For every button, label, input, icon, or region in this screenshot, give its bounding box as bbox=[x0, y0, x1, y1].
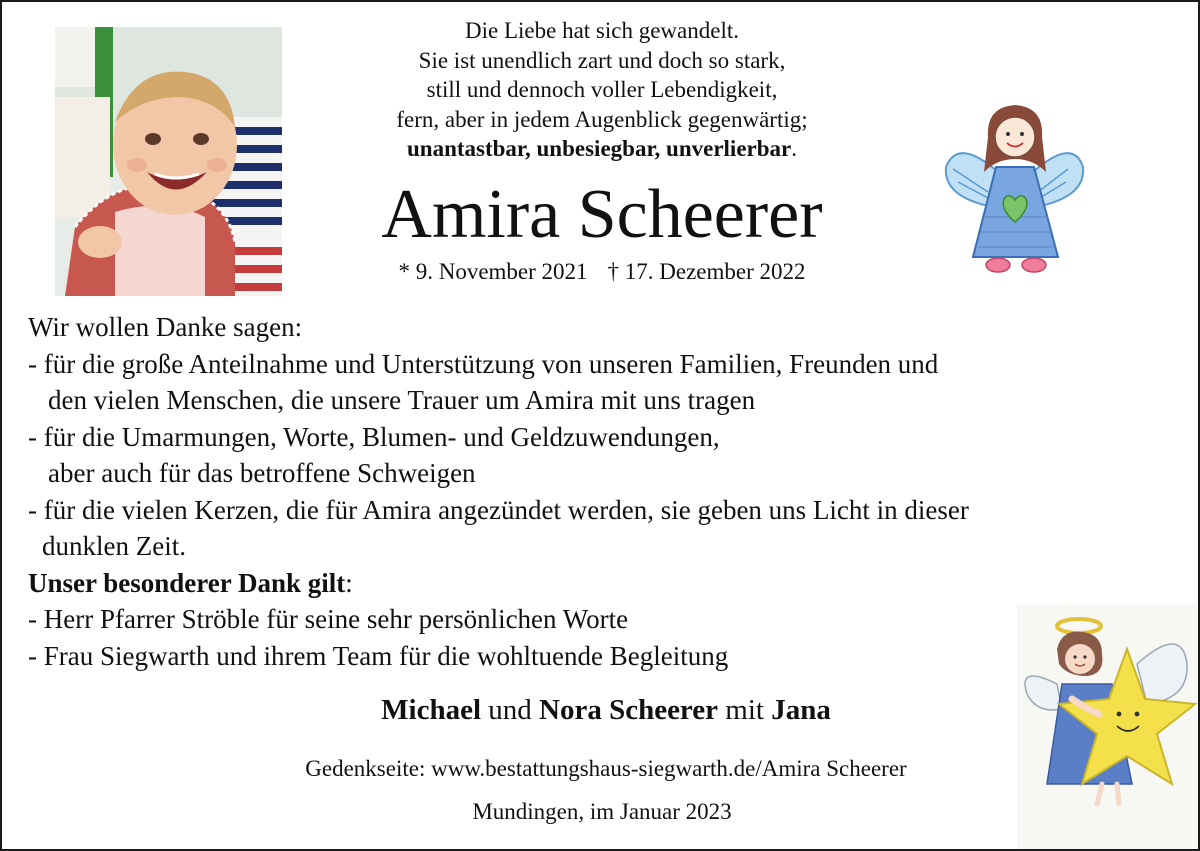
baby-photo bbox=[55, 27, 282, 296]
poem-line: still und dennoch voller Lebendigkeit, bbox=[426, 77, 778, 102]
poem-bold-words: unantastbar, unbesiegbar, unverlierbar bbox=[406, 136, 792, 161]
signer-nora: Nora Scheerer bbox=[539, 694, 719, 726]
thanks-item-cont: den vielen Menschen, die unsere Trauer um Amira mit uns tragen bbox=[48, 385, 756, 415]
death-date: † 17. Dezember 2022 bbox=[607, 259, 806, 284]
signer-jana: Jana bbox=[771, 694, 831, 726]
poem-line: fern, aber in jedem Augenblick gegenwärtig; bbox=[396, 106, 808, 132]
angel-star-icon bbox=[1017, 604, 1198, 849]
poem bbox=[302, 16, 902, 164]
thanks-item-cont: aber auch für das betroffene Schweigen bbox=[48, 458, 476, 488]
signers bbox=[202, 690, 1010, 730]
special-thanks-item: - Herr Pfarrer Ströble für seine sehr persönlichen Worte bbox=[28, 604, 629, 634]
angel-star-drawing bbox=[1017, 604, 1198, 849]
signer-with: mit bbox=[725, 694, 764, 726]
signer-michael: Michael bbox=[381, 694, 481, 726]
special-thanks-colon: : bbox=[345, 567, 353, 598]
birth-date: * 9. November 2021 bbox=[398, 259, 588, 284]
place-date: Mundingen, im Januar 2023 bbox=[472, 799, 732, 824]
signer-and: und bbox=[488, 694, 532, 726]
thanks-item-cont: dunklen Zeit. bbox=[42, 531, 186, 561]
baby-photo-image bbox=[55, 27, 282, 296]
special-thanks-heading bbox=[28, 565, 1168, 602]
thanks-text bbox=[28, 309, 1168, 674]
special-thanks-bold: Unser besonderer Dank gilt bbox=[28, 567, 346, 598]
thanks-intro: Wir wollen Danke sagen: bbox=[28, 312, 303, 342]
poem-line bbox=[302, 134, 902, 164]
thanks-item: - für die Umarmungen, Worte, Blumen- und Geldzuwendungen, bbox=[28, 421, 720, 452]
poem-line: Die Liebe hat sich gewandelt. bbox=[465, 18, 739, 43]
deceased-name: Amira Scheerer bbox=[381, 176, 823, 253]
angel-heart-drawing bbox=[938, 97, 1088, 282]
poem-period: . bbox=[791, 136, 797, 161]
life-dates bbox=[302, 257, 902, 287]
angel-drawing-icon bbox=[938, 97, 1088, 282]
poem-line: Sie ist unendlich zart und doch so stark, bbox=[418, 47, 786, 73]
thanks-item: - für die große Anteilnahme und Unterstützung von unseren Familien, Freunden und bbox=[28, 348, 939, 379]
memorial-page-url: Gedenkseite: www.bestattungshaus-siegwarth.de/Amira Scheerer bbox=[305, 756, 907, 781]
thanks-item: - für die vielen Kerzen, die für Amira angezündet werden, sie geben uns Licht in dieser bbox=[28, 494, 969, 525]
special-thanks-item: - Frau Siegwarth und ihrem Team für die wohltuende Begleitung bbox=[28, 640, 729, 671]
